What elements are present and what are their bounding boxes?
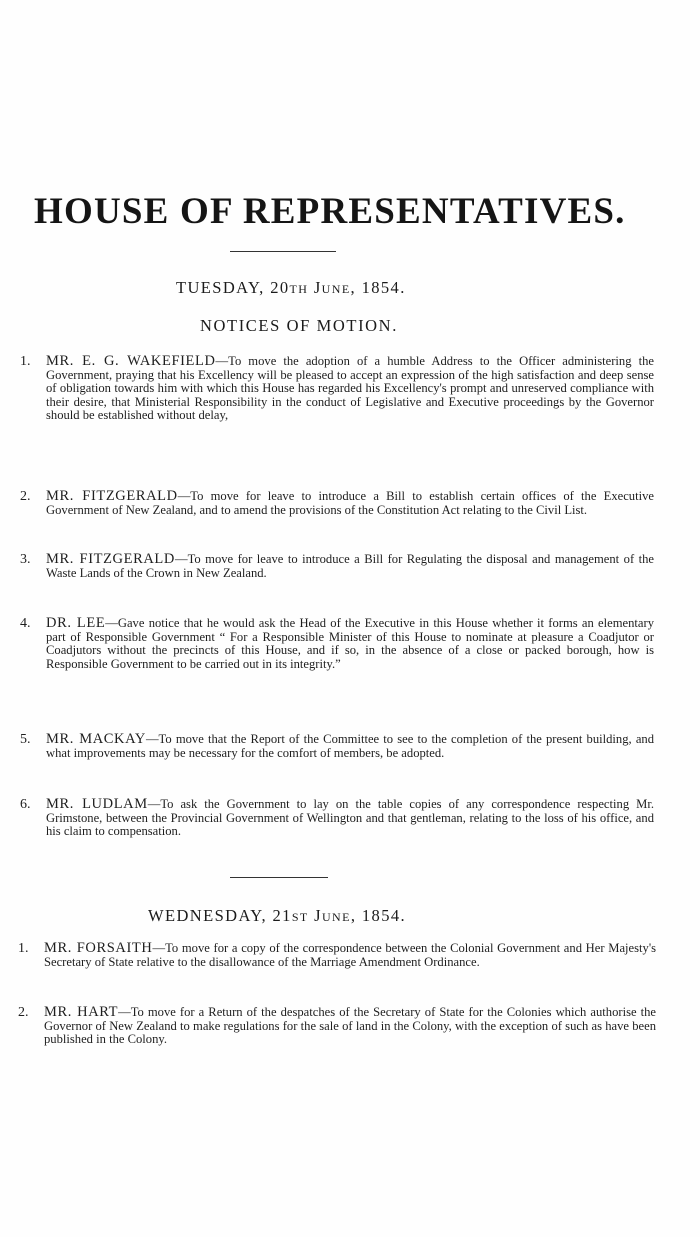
motion-mover: MR. MACKAY <box>46 731 146 747</box>
motion-mover: MR. FITZGERALD <box>46 551 175 567</box>
motion-item <box>20 553 654 580</box>
motion-text: —To move for leave to introduce a Bill for Regulating the disposal and management of the Waste Lands of the Crown in New Zealand. <box>46 552 655 580</box>
motion-mover: MR. FORSAITH <box>44 940 153 956</box>
motion-number: 1. <box>20 354 31 369</box>
motion-mover: MR. FITZGERALD <box>46 488 178 504</box>
document-title: HOUSE OF REPRESENTATIVES. <box>34 191 626 232</box>
motion-text: —To move for a Return of the despatches of the Secretary of State for the Colonies which authorise the Governor of New Zealand to make regulations for the sale of land in the Colony, with the exception of such as have been published in the Colony. <box>44 1005 656 1047</box>
day-date-number: 20th <box>270 278 309 297</box>
motion-mover: MR. LUDLAM <box>46 796 148 812</box>
motion-item <box>20 733 654 760</box>
motion-number: 4. <box>20 616 31 631</box>
motion-item <box>18 942 656 969</box>
motion-item <box>20 798 654 839</box>
day-date-rest: June, 1854. <box>313 278 406 297</box>
title-rule <box>230 251 336 252</box>
motion-number: 2. <box>18 1005 29 1020</box>
motion-text: —To move for leave to introduce a Bill to establish certain offices of the Executive Government of New Zealand, and to amend the provisions of the Constitution Act relating to the Civil List. <box>46 489 654 517</box>
motion-item <box>20 617 654 671</box>
day-name: WEDNESDAY, <box>148 906 267 925</box>
motion-item <box>18 1006 656 1047</box>
day-date-number: 21st <box>272 906 309 925</box>
motion-mover: DR. LEE <box>46 615 106 631</box>
motion-number: 6. <box>20 797 31 812</box>
motion-item <box>20 355 654 423</box>
motion-mover: MR. E. G. WAKEFIELD <box>46 353 216 369</box>
day-date-rest: June, 1854. <box>314 906 407 925</box>
motion-text: —To ask the Government to lay on the table copies of any correspondence respecting Mr. Grimstone, between the Provincial Government of Wellington and that gentleman, relating to the loss of his office, and his claim to compensation. <box>46 797 654 839</box>
motion-number: 2. <box>20 489 31 504</box>
motion-mover: MR. HART <box>44 1004 119 1020</box>
motion-text: —To move the adoption of a humble Address to the Officer administering the Government, praying that his Excellency will be pleased to accept an expression of the high satisfaction and deep sense of obligation towards him with which this House has regarded his Excellency's prompt and unreserved compliance with their desire, that Ministerial Responsibility in the conduct of Legislative and Executive proceedings by the Governor should be established without delay, <box>46 354 654 423</box>
motion-text: —To move for a copy of the correspondence between the Colonial Government and Her Majesty's Secretary of State relative to the disallowance of the Marriage Amendment Ordinance. <box>44 941 656 969</box>
day-heading-wednesday <box>148 906 406 926</box>
motion-number: 5. <box>20 732 31 747</box>
motion-text: —To move that the Report of the Committee to see to the completion of the present building, and what improvements may be necessary for the comfort of members, be adopted. <box>46 732 654 760</box>
motion-text: —Gave notice that he would ask the Head of the Executive in this House whether it forms an elementary part of Responsible Government “ For a Responsible Minister of this House to nominate at pleasure a Coadjutor or Coadjutors without the precincts of this House, and if so, in the absence of a close or packed borough, how is Responsible Government to be carried out in its integrity.” <box>46 616 654 671</box>
section-rule <box>230 877 328 878</box>
day-name: TUESDAY, <box>176 278 265 297</box>
motion-number: 1. <box>18 941 29 956</box>
motion-number: 3. <box>20 552 31 567</box>
notices-heading: NOTICES OF MOTION. <box>200 316 398 335</box>
motion-item <box>20 490 654 517</box>
day-heading-tuesday <box>176 278 406 298</box>
